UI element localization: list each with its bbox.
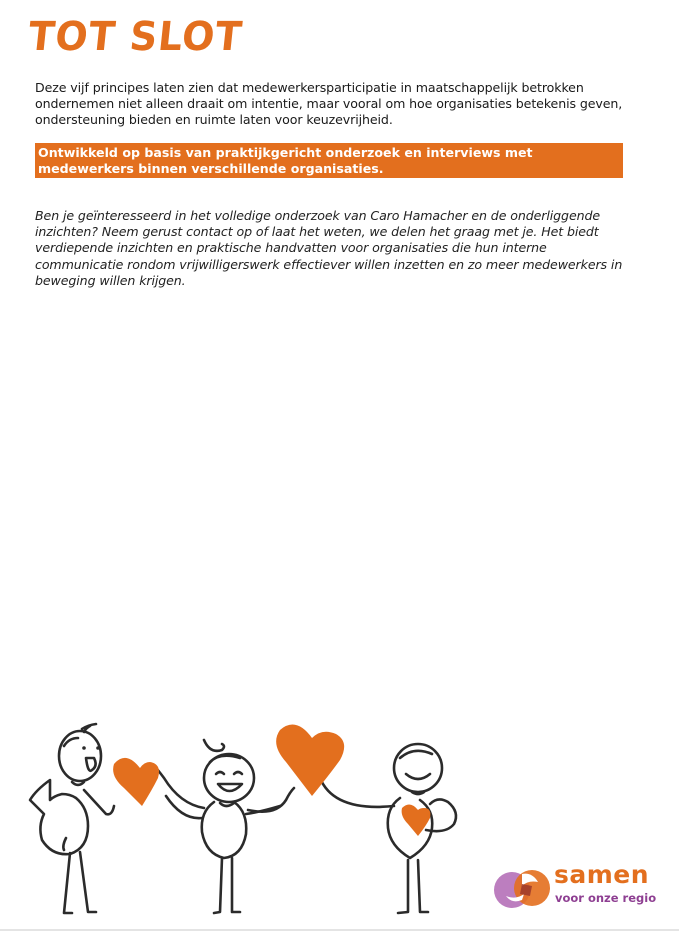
figure-right bbox=[246, 744, 456, 913]
page-bottom-divider bbox=[0, 929, 679, 931]
page-title: TOT SLOT bbox=[26, 13, 245, 60]
logo-word: samen bbox=[554, 860, 650, 889]
figure-left bbox=[30, 724, 114, 913]
highlight-box: Ontwikkeld op basis van praktijkgericht onderzoek en interviews met medewerkers binnen verschillende organisaties. bbox=[35, 143, 623, 178]
contact-paragraph: Ben je geïnteresseerd in het volledige onderzoek van Caro Hamacher en de onderliggende inzichten? Neem gerust contact op of laat het weten, we delen het graag met je. Het biedt verdiepende inzichten en praktische handvatten voor organisaties die hun interne communicatie rondom vrijwilligerswerk effectiever willen inzetten en zo meer medewerkers in beweging willen krijgen. bbox=[35, 208, 623, 288]
samen-logo bbox=[492, 860, 662, 912]
heart-large-icon bbox=[276, 725, 344, 796]
intro-paragraph: Deze vijf principes laten zien dat medewerkersparticipatie in maatschappelijk betrokken ondernemen niet alleen draait om intentie, maar vooral om hoe organisaties betekenis geven, ondersteuning bieden en ruimte laten voor keuzevrijheid. bbox=[35, 80, 623, 127]
figure-middle bbox=[156, 740, 294, 913]
logo-tagline: voor onze regio bbox=[555, 891, 657, 905]
stick-figures-hearts-icon bbox=[22, 718, 472, 923]
hands-circles-icon bbox=[492, 866, 556, 912]
heart-small-icon bbox=[113, 758, 159, 806]
